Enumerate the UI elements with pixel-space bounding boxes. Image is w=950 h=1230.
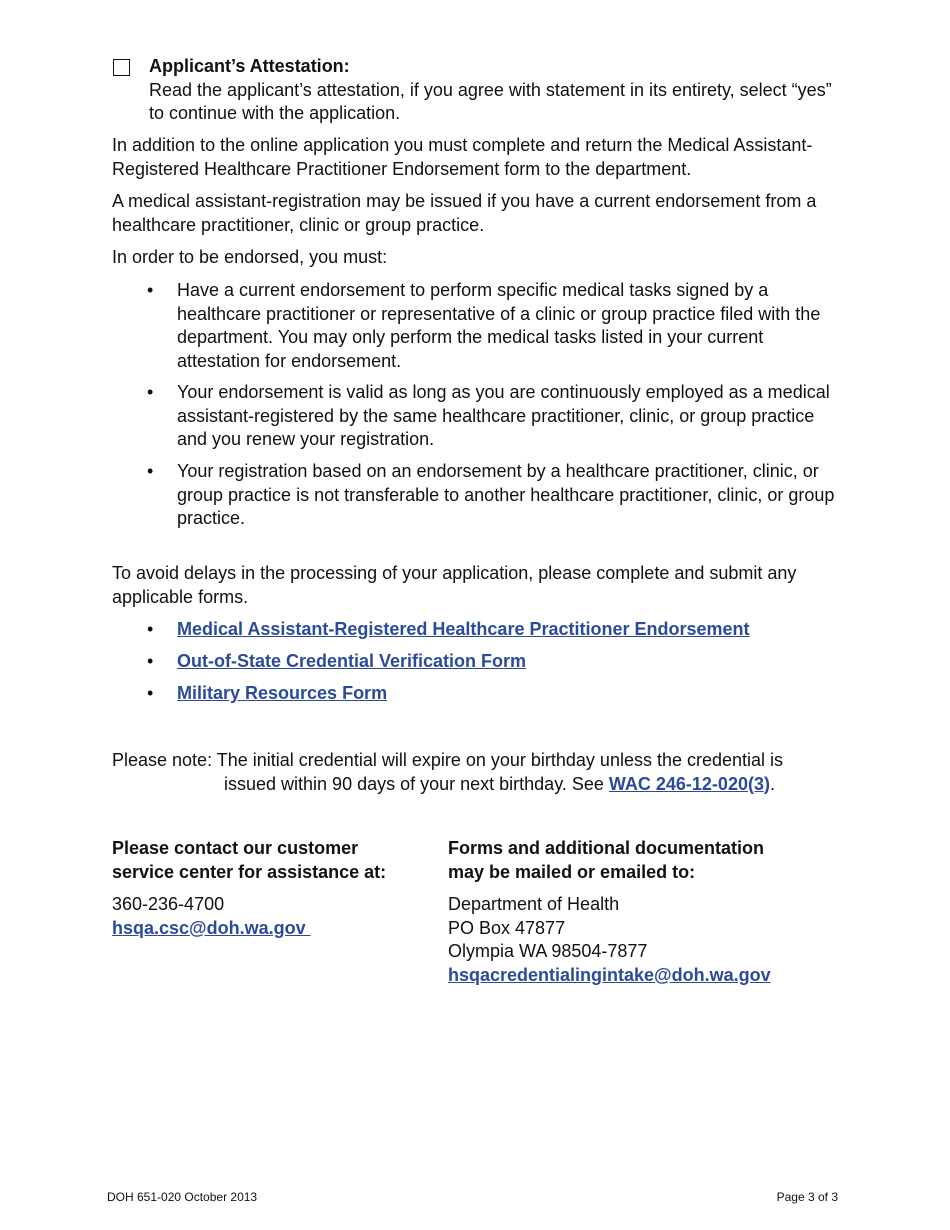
out-of-state-form-link[interactable]: Out-of-State Credential Verification Form	[177, 651, 527, 671]
endorsement-form-link[interactable]: Medical Assistant-Registered Healthcare Practitioner Endorsement	[177, 619, 750, 639]
list-item	[147, 682, 840, 706]
list-item: • Have a current endorsement to perform specific medical tasks signed by a healthcare practitioner or representative of a clinic or group practice filed with the department. You may only perform the medical tasks listed in your current attestation for endorsement.	[147, 279, 840, 373]
mailing-heading-line-1: Forms and additional documentation	[448, 838, 765, 858]
contact-column	[112, 837, 472, 940]
note-end: .	[769, 773, 775, 794]
wac-link[interactable]: WAC 246-12-020(3)	[608, 773, 770, 794]
contact-heading	[112, 837, 472, 884]
contact-heading-line-1: Please contact our customer	[112, 838, 359, 858]
issued-paragraph: A medical assistant-registration may be issued if you have a current endorsement from a healthcare practitioner, clinic or group practice.	[112, 191, 817, 235]
note-line-2-text: issued within 90 days of your next birthday. See	[224, 773, 609, 794]
list-item: • Your endorsement is valid as long as you are continuously employed as a medical assistant-registered by the same healthcare practitioner, clinic, or group practice and you renew your registration.	[147, 381, 840, 452]
mailing-email-link[interactable]: hsqacredentialingintake@doh.wa.gov	[448, 964, 771, 985]
footer-page-number: Page 3 of 3	[776, 1190, 838, 1204]
mailing-org: Department of Health	[448, 894, 620, 914]
attestation-text: Read the applicant’s attestation, if you agree with statement in its entirety, select “yes” to continue with the application.	[149, 79, 832, 123]
order-paragraph: In order to be endorsed, you must:	[112, 247, 388, 267]
expiration-note	[112, 749, 840, 796]
footer-form-id: DOH 651-020 October 2013	[107, 1190, 258, 1204]
note-line-2	[112, 773, 840, 797]
list-item: • Your registration based on an endorsement by a healthcare practitioner, clinic, or group practice is not transferable to another healthcare practitioner, clinic, or group practice.	[147, 460, 840, 531]
note-line-1: Please note: The initial credential will expire on your birthday unless the credential is	[112, 750, 784, 770]
online-paragraph: In addition to the online application you must complete and return the Medical Assistant-Registered Healthcare Practitioner Endorsement form to the department.	[112, 135, 813, 179]
contact-heading-line-2: service center for assistance at:	[112, 861, 387, 882]
attestation-title: Applicant’s Attestation:	[149, 56, 350, 76]
contact-phone: 360-236-4700	[112, 894, 225, 914]
mailing-heading	[448, 837, 840, 884]
list-item	[147, 650, 840, 674]
mailing-city: Olympia WA 98504-7877	[448, 941, 648, 961]
military-form-link[interactable]: Military Resources Form	[177, 683, 388, 703]
attestation-block	[112, 55, 840, 126]
mailing-column	[448, 837, 840, 987]
mailing-heading-line-2: may be mailed or emailed to:	[448, 861, 696, 882]
mailing-po-box: PO Box 47877	[448, 917, 566, 938]
attestation-checkbox[interactable]	[113, 59, 130, 76]
list-item	[147, 618, 840, 642]
avoid-paragraph: To avoid delays in the processing of your application, please complete and submit any applicable forms.	[112, 563, 797, 607]
contact-email-link[interactable]: hsqa.csc@doh.wa.gov	[112, 917, 311, 938]
